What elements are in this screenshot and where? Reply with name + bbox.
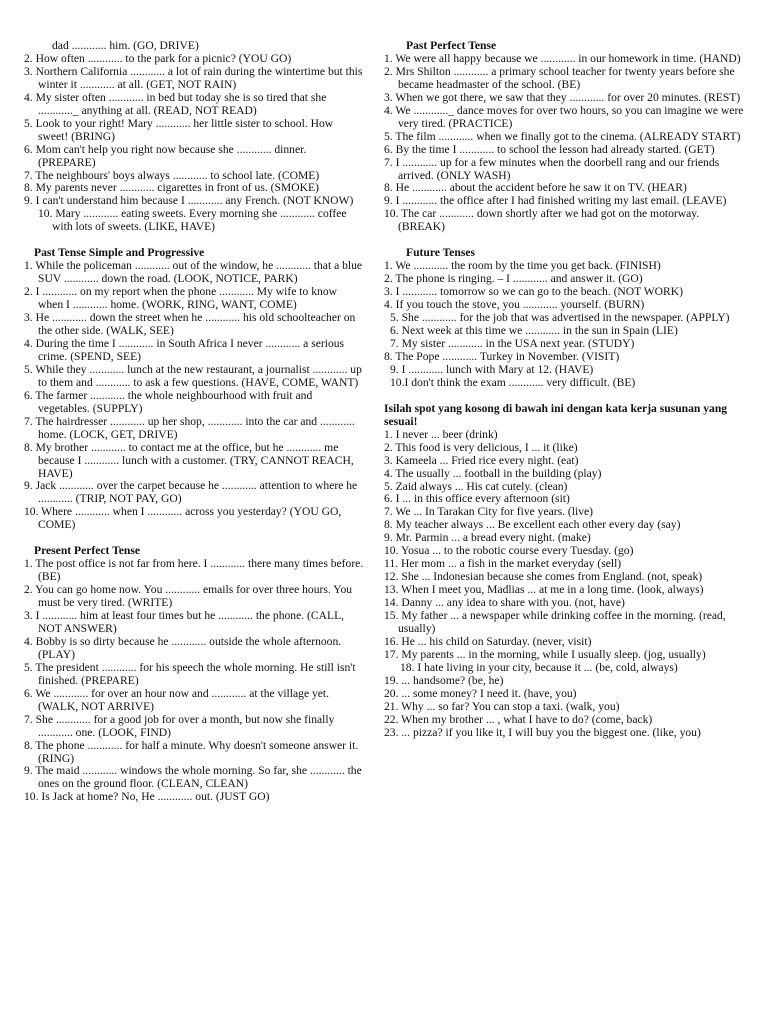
exercise-item: 3. Northern California ............ a lot of rain during the wintertime but this winter it ............ at all. (GET, NOT RAIN) xyxy=(24,64,363,91)
future-tenses-section xyxy=(384,247,748,389)
exercise-item: 14. Danny ... any idea to share with you. (not, have) xyxy=(384,596,625,610)
exercise-item: 11. Her mom ... a fish in the market everyday (sell) xyxy=(384,557,622,571)
exercise-item: 2. This food is very delicious, I ... it (like) xyxy=(384,440,578,454)
exercise-item: 8. He ............ about the accident before he saw it on TV. (HEAR) xyxy=(384,181,687,195)
exercise-item: 7. The neighbours' boys always ............ to school late. (COME) xyxy=(24,168,320,182)
exercise-item: 3. I ............ tomorrow so we can go to the beach. (NOT WORK) xyxy=(384,285,684,299)
exercise-item: 13. When I meet you, Madlias ... at me in a long time. (look, always) xyxy=(384,583,704,597)
exercise-item: 3. He ............ down the street when he ............ his old schoolteacher on the other side. (WALK, SEE) xyxy=(24,311,356,338)
exercise-item: 10. Where ............ when I ............ across you yesterday? (YOU GO, COME) xyxy=(24,505,342,532)
isilah-section xyxy=(384,403,748,740)
exercise-item: 9. Jack ............ over the carpet because he ............ attention to where he ............ (TRIP, NOT PAY, GO) xyxy=(24,479,358,506)
exercise-item: 6. The farmer ............ the whole neighbourhood with fruit and vegetables. (SUPPLY) xyxy=(24,388,313,415)
exercise-item: 2. I ............ on my report when the phone ............ My wife to know when I ............ home. (WORK, RING, WANT, COME) xyxy=(24,285,337,312)
present-perfect-section xyxy=(24,545,364,804)
past-perfect-section xyxy=(384,40,748,234)
exercise-item: 3. Kameela ... Fried rice every night. (eat) xyxy=(384,453,579,467)
exercise-item: 4. Bobby is so dirty because he ............ outside the whole afternoon. (PLAY) xyxy=(24,634,342,661)
exercise-item: 16. He ... his child on Saturday. (never, visit) xyxy=(384,634,592,648)
exercise-item: 9. I can't understand him because I ............ any French. (NOT KNOW) xyxy=(24,194,354,208)
exercise-item: 8. My parents never ............ cigarettes in front of us. (SMOKE) xyxy=(24,181,319,195)
exercise-item: 12. She ... Indonesian because she comes from England. (not, speak) xyxy=(384,570,703,584)
exercise-item: 10. The car ............ down shortly after we had got on the motorway. (BREAK) xyxy=(384,207,700,234)
exercise-item: 10. Is Jack at home? No, He ............ out. (JUST GO) xyxy=(24,790,270,804)
exercise-item: 4. If you touch the stove, you ............ yourself. (BURN) xyxy=(384,298,645,312)
exercise-item: 5. The president ............ for his speech the whole morning. He still isn't finished. (PREPARE) xyxy=(24,660,356,687)
exercise-item: 9. I ............ lunch with Mary at 12. (HAVE) xyxy=(390,362,594,376)
exercise-item: 3. I ............ him at least four times but he ............ the phone. (CALL, NOT ANSWER) xyxy=(24,609,345,635)
section-title: Past Perfect Tense xyxy=(406,39,497,52)
exercise-item: 9. Mr. Parmin ... a bread every night. (make) xyxy=(384,531,591,545)
exercise-item: 10.I don't think the exam ............ very difficult. (BE) xyxy=(390,375,636,389)
exercise-item: 6. I ... in this office every afternoon (sit) xyxy=(384,492,570,506)
exercise-item: 9. I ............ the office after I had finished writing my last email. (LEAVE) xyxy=(384,194,727,208)
past-simple-progressive-section xyxy=(24,247,364,532)
exercise-item: 2. How often ............ to the park for a picnic? (YOU GO) xyxy=(24,51,292,65)
exercise-item: 6. We ............ for over an hour now and ............ at the village yet. (WALK, NOT ARRIVE) xyxy=(24,686,330,713)
exercise-item: 10. Mary ............ eating sweets. Every morning she ............ coffee with lots of sweets. (LIKE, HAVE) xyxy=(38,207,347,234)
exercise-item: 3. When we got there, we saw that they ............ for over 20 minutes. (REST) xyxy=(384,90,741,104)
exercise-item: 22. When my brother ... , what I have to do? (come, back) xyxy=(384,712,653,726)
section-title: Past Tense Simple and Progressive xyxy=(34,246,205,260)
exercise-item: 1. I never ... beer (drink) xyxy=(384,427,498,441)
exercise-item: 2. You can go home now. You ............ emails for over three hours. You must be very tired. (WRITE) xyxy=(24,583,353,610)
section-title: Isilah spot yang kosong di bawah ini dengan kata kerja susunan yang sesuai! xyxy=(384,401,728,428)
exercise-item: 1. We ............ the room by the time you get back. (FINISH) xyxy=(384,259,661,273)
exercise-item: 6. Next week at this time we ............ in the sun in Spain (LIE) xyxy=(390,324,678,338)
exercise-item: 19. ... handsome? (be, he) xyxy=(384,673,504,687)
exercise-item: 5. Zaid always ... His cat cutely. (clean) xyxy=(384,479,568,493)
section-title: Present Perfect Tense xyxy=(34,544,141,558)
exercise-item: 23. ... pizza? if you like it, I will buy you the biggest one. (like, you) xyxy=(384,725,701,739)
exercise-item: 4. My sister often ............ in bed but today she is so tired that she ............_ anything at all. (READ, NOT READ) xyxy=(24,90,327,117)
exercise-item: 1. While the policeman ............ out of the window, he ............ that a blue SUV ............ down the road. (LOOK, NOTICE, PARK) xyxy=(24,259,363,286)
exercise-item: 17. My parents ... in the morning, while I usually sleep. (jog, usually) xyxy=(384,647,706,661)
left-column xyxy=(24,40,364,804)
exercise-item: 10. Yosua ... to the robotic course every Tuesday. (go) xyxy=(384,544,634,558)
exercise-item: 4. During the time I ............ in South Africa I never ............ a serious crime. (SPEND, SEE) xyxy=(24,336,345,363)
exercise-item: 1. We were all happy because we ............ in our homework in time. (HAND) xyxy=(384,51,741,65)
exercise-item: 6. Mom can't help you right now because she ............ dinner. (PREPARE) xyxy=(24,142,307,169)
exercise-item: 7. I ............ up for a few minutes when the doorbell rang and our friends arrived. (ONLY WASH) xyxy=(384,155,720,182)
exercise-item: 4. The usually ... football in the building (play) xyxy=(384,466,602,480)
exercise-item: 5. Look to your right! Mary ............ her little sister to school. How sweet! (BRING) xyxy=(24,116,334,143)
section-title: Future Tenses xyxy=(406,246,476,260)
exercise-item: 1. The post office is not far from here. I ............ there many times before. (BE) xyxy=(24,557,364,584)
exercise-item: 18. I hate living in your city, because it ... (be, cold, always) xyxy=(400,660,678,674)
exercise-item: 2. The phone is ringing. – I ............ and answer it. (GO) xyxy=(384,272,643,286)
exercise-item: 15. My father ... a newspaper while drinking coffee in the morning. (read, usually) xyxy=(384,609,726,635)
simple-present-continuation-section xyxy=(24,40,364,234)
exercise-item: 8. The Pope ............ Turkey in November. (VISIT) xyxy=(384,349,620,363)
exercise-item: 9. The maid ............ windows the whole morning. So far, she ............ the ones on the ground floor. (CLEAN, CLEAN) xyxy=(24,764,362,791)
exercise-item: 8. My brother ............ to contact me at the office, but he ............ me because I ............ lunch with a customer. (TRY, CANNOT REACH, HAVE) xyxy=(24,440,354,480)
exercise-item-1-continuation: dad ............ him. (GO, DRIVE) xyxy=(52,39,199,52)
exercise-item: 7. We ... In Tarakan City for five years. (live) xyxy=(384,505,594,519)
exercise-item: 4. We ............_ dance moves for over two hours, so you can imagine we were very tired. (PRACTICE) xyxy=(384,103,744,130)
exercise-item: 7. The hairdresser ............ up her shop, ............ into the car and ............ home. (LOCK, GET, DRIVE) xyxy=(24,414,355,441)
right-column xyxy=(384,40,748,740)
exercise-item: 20. ... some money? I need it. (have, you) xyxy=(384,686,577,700)
exercise-item: 5. The film ............ when we finally got to the cinema. (ALREADY START) xyxy=(384,129,741,143)
exercise-item: 2. Mrs Shilton ............ a primary school teacher for twenty years before she became headmaster of the school. (BE) xyxy=(384,64,735,91)
exercise-item: 5. While they ............ lunch at the new restaurant, a journalist ............ up to them and ............ to ask a few questions. (HAVE, COME, WANT) xyxy=(24,362,362,389)
exercise-item: 7. She ............ for a good job for over a month, but now she finally ............ one. (LOOK, FIND) xyxy=(24,712,335,739)
exercise-item: 8. The phone ............ for half a minute. Why doesn't someone answer it. (RING) xyxy=(24,738,359,765)
exercise-item: 5. She ............ for the job that was advertised in the newspaper. (APPLY) xyxy=(390,311,730,325)
exercise-item: 8. My teacher always ... Be excellent each other every day (say) xyxy=(384,518,681,532)
exercise-item: 6. By the time I ............ to school the lesson had already started. (GET) xyxy=(384,142,715,156)
exercise-item: 7. My sister ............ in the USA next year. (STUDY) xyxy=(390,336,635,350)
exercise-item: 21. Why ... so far? You can stop a taxi. (walk, you) xyxy=(384,699,620,713)
